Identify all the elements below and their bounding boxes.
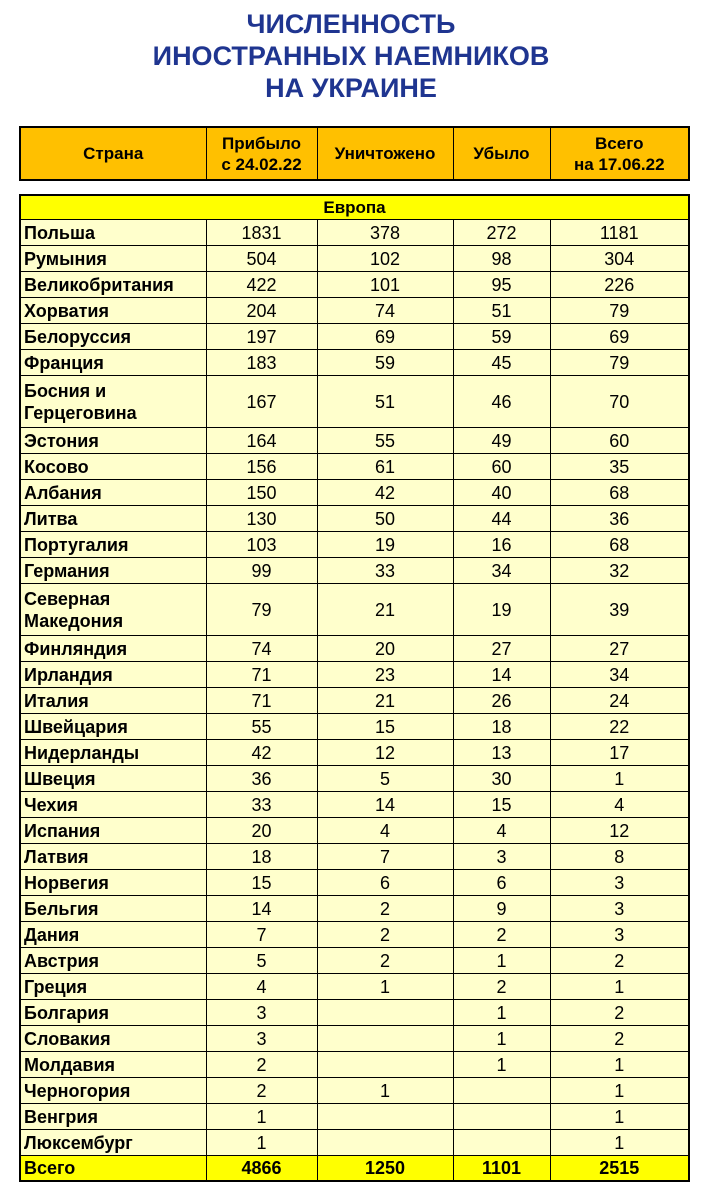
arrived-cell: 204 (206, 297, 317, 323)
destroyed-cell (317, 1129, 453, 1155)
table-row (20, 453, 689, 479)
table-row (20, 219, 689, 245)
table-row (20, 375, 689, 427)
left-cell: 1 (453, 947, 550, 973)
country-cell (20, 479, 206, 505)
destroyed-cell: 23 (317, 661, 453, 687)
total-cell: 1 (550, 1051, 689, 1077)
table-row (20, 973, 689, 999)
destroyed-cell: 21 (317, 583, 453, 635)
country-cell (20, 765, 206, 791)
table-row (20, 323, 689, 349)
destroyed-cell: 21 (317, 687, 453, 713)
country-name: Швейцария (24, 716, 128, 737)
title-line-1: ЧИСЛЕННОСТЬ (246, 9, 456, 39)
country-cell (20, 531, 206, 557)
table-row (20, 921, 689, 947)
total-cell: 4 (550, 791, 689, 817)
table-row (20, 245, 689, 271)
country-cell (20, 271, 206, 297)
left-cell (453, 1077, 550, 1103)
table-row (20, 947, 689, 973)
country-cell (20, 1129, 206, 1155)
table-row (20, 765, 689, 791)
country-cell (20, 323, 206, 349)
destroyed-cell: 14 (317, 791, 453, 817)
destroyed-cell: 2 (317, 921, 453, 947)
left-cell: 60 (453, 453, 550, 479)
country-name: Словакия (24, 1028, 111, 1049)
left-cell: 18 (453, 713, 550, 739)
destroyed-cell: 55 (317, 427, 453, 453)
total-cell: 36 (550, 505, 689, 531)
left-cell: 49 (453, 427, 550, 453)
destroyed-cell: 59 (317, 349, 453, 375)
country-cell (20, 739, 206, 765)
country-name: Косово (24, 456, 89, 477)
total-cell: 68 (550, 531, 689, 557)
left-cell: 15 (453, 791, 550, 817)
total-cell: 8 (550, 843, 689, 869)
country-name: Бельгия (24, 898, 99, 919)
destroyed-cell: 2 (317, 947, 453, 973)
country-name: Австрия (24, 950, 100, 971)
total-cell: 1 (550, 1077, 689, 1103)
country-name: Белоруссия (24, 326, 132, 347)
table-row (20, 531, 689, 557)
table-row (20, 583, 689, 635)
table-row (20, 843, 689, 869)
country-name: Швеция (24, 768, 96, 789)
total-cell: 12 (550, 817, 689, 843)
arrived-cell: 5 (206, 947, 317, 973)
table-row (20, 1129, 689, 1155)
left-cell: 1 (453, 1051, 550, 1077)
total-cell: 35 (550, 453, 689, 479)
arrived-cell: 3 (206, 1025, 317, 1051)
country-name: Нидерланды (24, 742, 140, 763)
arrived-cell: 2 (206, 1077, 317, 1103)
table-row (20, 479, 689, 505)
left-cell: 34 (453, 557, 550, 583)
totals-row (20, 1155, 689, 1181)
left-cell (453, 1129, 550, 1155)
total-cell: 27 (550, 635, 689, 661)
total-cell: 1 (550, 1129, 689, 1155)
country-name: Латвия (24, 846, 89, 867)
table-row (20, 271, 689, 297)
left-cell: 2 (453, 973, 550, 999)
table-row (20, 1051, 689, 1077)
table-row (20, 297, 689, 323)
destroyed-cell: 7 (317, 843, 453, 869)
table-row (20, 1077, 689, 1103)
arrived-cell: 150 (206, 479, 317, 505)
country-name: Северная (24, 588, 111, 609)
total-cell: 1 (550, 1103, 689, 1129)
left-cell: 27 (453, 635, 550, 661)
country-name: Чехия (24, 794, 78, 815)
left-cell: 1 (453, 999, 550, 1025)
total-cell: 3 (550, 869, 689, 895)
arrived-cell: 1831 (206, 219, 317, 245)
table-row (20, 661, 689, 687)
left-cell: 19 (453, 583, 550, 635)
table-row (20, 635, 689, 661)
total-cell: 2 (550, 947, 689, 973)
left-cell: 2 (453, 921, 550, 947)
header-arrived-line1: Прибыло (221, 133, 302, 153)
left-cell: 45 (453, 349, 550, 375)
total-cell: 226 (550, 271, 689, 297)
left-cell: 26 (453, 687, 550, 713)
totals-left-cell: 1101 (453, 1155, 550, 1181)
total-cell: 304 (550, 245, 689, 271)
total-cell: 24 (550, 687, 689, 713)
table-header (19, 126, 690, 181)
destroyed-cell (317, 1103, 453, 1129)
total-cell: 39 (550, 583, 689, 635)
country-cell (20, 973, 206, 999)
header-left: Убыло (453, 127, 550, 180)
destroyed-cell (317, 1025, 453, 1051)
header-total-line1: Всего (595, 133, 644, 153)
header-arrived (206, 127, 317, 180)
country-name: Молдавия (24, 1054, 116, 1075)
country-name: Польша (24, 222, 95, 243)
arrived-cell: 4 (206, 973, 317, 999)
country-name: Болгария (24, 1002, 109, 1023)
country-name: Венгрия (24, 1106, 98, 1127)
totals-destroyed-cell: 1250 (317, 1155, 453, 1181)
arrived-cell: 2 (206, 1051, 317, 1077)
country-cell (20, 791, 206, 817)
country-name: Великобритания (24, 274, 174, 295)
country-cell (20, 557, 206, 583)
table-row (20, 349, 689, 375)
table-row (20, 895, 689, 921)
left-cell: 40 (453, 479, 550, 505)
country-name-line2: Герцеговина (24, 402, 137, 423)
left-cell (453, 1103, 550, 1129)
arrived-cell: 71 (206, 687, 317, 713)
table-row (20, 999, 689, 1025)
country-name: Хорватия (24, 300, 109, 321)
arrived-cell: 18 (206, 843, 317, 869)
arrived-cell: 71 (206, 661, 317, 687)
arrived-cell: 167 (206, 375, 317, 427)
table-row (20, 713, 689, 739)
left-cell: 46 (453, 375, 550, 427)
table-row (20, 791, 689, 817)
arrived-cell: 164 (206, 427, 317, 453)
table-row (20, 1103, 689, 1129)
total-cell: 3 (550, 921, 689, 947)
left-cell: 95 (453, 271, 550, 297)
arrived-cell: 183 (206, 349, 317, 375)
table-row (20, 557, 689, 583)
destroyed-cell: 2 (317, 895, 453, 921)
country-cell (20, 635, 206, 661)
left-cell: 44 (453, 505, 550, 531)
country-cell (20, 349, 206, 375)
country-cell (20, 375, 206, 427)
country-cell (20, 583, 206, 635)
header-country: Страна (20, 127, 206, 180)
totals-country-cell: Всего (20, 1155, 206, 1181)
destroyed-cell: 50 (317, 505, 453, 531)
left-cell: 3 (453, 843, 550, 869)
arrived-cell: 422 (206, 271, 317, 297)
page-title (0, 8, 702, 104)
country-cell (20, 453, 206, 479)
arrived-cell: 504 (206, 245, 317, 271)
total-cell: 70 (550, 375, 689, 427)
country-cell (20, 1051, 206, 1077)
total-cell: 69 (550, 323, 689, 349)
country-name: Литва (24, 508, 78, 529)
table-row (20, 869, 689, 895)
left-cell: 30 (453, 765, 550, 791)
country-cell (20, 687, 206, 713)
country-name: Ирландия (24, 664, 113, 685)
country-cell (20, 869, 206, 895)
country-name: Румыния (24, 248, 107, 269)
country-cell (20, 921, 206, 947)
left-cell: 13 (453, 739, 550, 765)
country-name: Португалия (24, 534, 129, 555)
total-cell: 2 (550, 1025, 689, 1051)
destroyed-cell: 101 (317, 271, 453, 297)
arrived-cell: 33 (206, 791, 317, 817)
country-cell (20, 947, 206, 973)
table-row (20, 505, 689, 531)
destroyed-cell (317, 999, 453, 1025)
left-cell: 4 (453, 817, 550, 843)
total-cell: 79 (550, 349, 689, 375)
total-cell: 22 (550, 713, 689, 739)
country-name: Норвегия (24, 872, 109, 893)
total-cell: 34 (550, 661, 689, 687)
country-name: Босния и (24, 380, 107, 401)
country-cell (20, 1025, 206, 1051)
arrived-cell: 3 (206, 999, 317, 1025)
destroyed-cell: 1 (317, 1077, 453, 1103)
total-cell: 79 (550, 297, 689, 323)
destroyed-cell: 12 (317, 739, 453, 765)
total-cell: 1 (550, 973, 689, 999)
country-name: Черногория (24, 1080, 131, 1101)
country-name: Италия (24, 690, 89, 711)
country-name: Испания (24, 820, 101, 841)
country-cell (20, 1077, 206, 1103)
country-name: Эстония (24, 430, 99, 451)
country-cell (20, 713, 206, 739)
country-cell (20, 817, 206, 843)
destroyed-cell: 15 (317, 713, 453, 739)
total-cell: 2 (550, 999, 689, 1025)
arrived-cell: 79 (206, 583, 317, 635)
left-cell: 16 (453, 531, 550, 557)
arrived-cell: 156 (206, 453, 317, 479)
country-cell (20, 843, 206, 869)
left-cell: 9 (453, 895, 550, 921)
total-cell: 60 (550, 427, 689, 453)
country-cell (20, 999, 206, 1025)
country-name: Финляндия (24, 638, 128, 659)
arrived-cell: 99 (206, 557, 317, 583)
destroyed-cell: 19 (317, 531, 453, 557)
arrived-cell: 1 (206, 1129, 317, 1155)
arrived-cell: 7 (206, 921, 317, 947)
total-cell: 3 (550, 895, 689, 921)
destroyed-cell: 6 (317, 869, 453, 895)
arrived-cell: 14 (206, 895, 317, 921)
table-row (20, 687, 689, 713)
title-line-2: ИНОСТРАННЫХ НАЕМНИКОВ (152, 41, 550, 71)
country-cell (20, 1103, 206, 1129)
left-cell: 1 (453, 1025, 550, 1051)
destroyed-cell: 33 (317, 557, 453, 583)
arrived-cell: 74 (206, 635, 317, 661)
title-line-3: НА УКРАИНЕ (265, 73, 437, 103)
table-row (20, 739, 689, 765)
arrived-cell: 103 (206, 531, 317, 557)
arrived-cell: 197 (206, 323, 317, 349)
destroyed-cell: 378 (317, 219, 453, 245)
arrived-cell: 36 (206, 765, 317, 791)
country-name: Франция (24, 352, 104, 373)
country-cell (20, 505, 206, 531)
destroyed-cell: 20 (317, 635, 453, 661)
destroyed-cell: 4 (317, 817, 453, 843)
country-name-line2: Македония (24, 610, 124, 631)
header-arrived-line2: с 24.02.22 (221, 154, 302, 174)
mercenaries-table (19, 194, 690, 1182)
destroyed-cell: 5 (317, 765, 453, 791)
destroyed-cell (317, 1051, 453, 1077)
header-destroyed: Уничтожено (317, 127, 453, 180)
header-total (550, 127, 689, 180)
table-row (20, 817, 689, 843)
destroyed-cell: 74 (317, 297, 453, 323)
arrived-cell: 20 (206, 817, 317, 843)
table-row (20, 1025, 689, 1051)
country-cell (20, 661, 206, 687)
left-cell: 59 (453, 323, 550, 349)
arrived-cell: 15 (206, 869, 317, 895)
arrived-cell: 42 (206, 739, 317, 765)
country-name: Германия (24, 560, 110, 581)
total-cell: 68 (550, 479, 689, 505)
country-cell (20, 427, 206, 453)
country-name: Албания (24, 482, 102, 503)
country-name: Греция (24, 976, 88, 997)
country-cell (20, 895, 206, 921)
left-cell: 14 (453, 661, 550, 687)
left-cell: 51 (453, 297, 550, 323)
country-name: Дания (24, 924, 80, 945)
left-cell: 98 (453, 245, 550, 271)
destroyed-cell: 42 (317, 479, 453, 505)
arrived-cell: 1 (206, 1103, 317, 1129)
country-cell (20, 245, 206, 271)
arrived-cell: 130 (206, 505, 317, 531)
country-cell (20, 297, 206, 323)
header-total-line2: на 17.06.22 (573, 154, 665, 174)
destroyed-cell: 102 (317, 245, 453, 271)
left-cell: 6 (453, 869, 550, 895)
table-row (20, 427, 689, 453)
total-cell: 17 (550, 739, 689, 765)
total-cell: 1 (550, 765, 689, 791)
totals-arrived-cell: 4866 (206, 1155, 317, 1181)
country-cell (20, 219, 206, 245)
destroyed-cell: 61 (317, 453, 453, 479)
arrived-cell: 55 (206, 713, 317, 739)
country-name: Люксембург (24, 1132, 133, 1153)
total-cell: 1181 (550, 219, 689, 245)
destroyed-cell: 51 (317, 375, 453, 427)
destroyed-cell: 69 (317, 323, 453, 349)
totals-total-cell: 2515 (550, 1155, 689, 1181)
destroyed-cell: 1 (317, 973, 453, 999)
total-cell: 32 (550, 557, 689, 583)
region-label: Европа (20, 195, 689, 219)
left-cell: 272 (453, 219, 550, 245)
